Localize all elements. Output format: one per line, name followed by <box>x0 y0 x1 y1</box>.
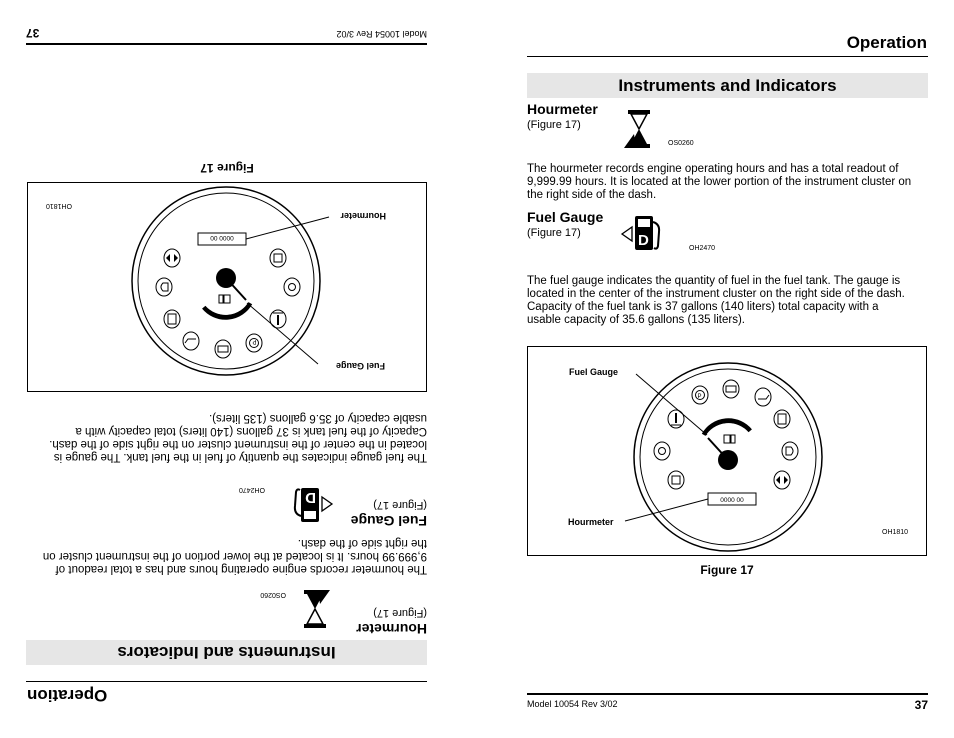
hourmeter-figure-ref: (Figure 17) <box>527 119 581 131</box>
hourmeter-readout: 0000 00 <box>210 234 234 241</box>
engine-icon <box>668 471 684 489</box>
figure-17-box <box>527 346 927 556</box>
hourmeter-callout: Hourmeter <box>568 517 614 527</box>
hourmeter-line: The hourmeter records engine operating hours and has a total readout of <box>527 163 899 175</box>
engine-icon <box>270 249 286 267</box>
hourmeter-line: the right side of the dash. <box>297 537 427 549</box>
fuel-gauge-icon <box>219 295 230 303</box>
footer-model: Model 10054 Rev 3/02 <box>527 699 618 709</box>
hourmeter-description <box>24 536 427 575</box>
fuel-gauge-line: Capacity of the fuel tank is 37 gallons (140 liters) total capacity with a <box>75 425 427 437</box>
hourmeter-readout: 0000 00 <box>720 497 744 504</box>
header-rule <box>26 681 427 682</box>
fuel-gauge-description <box>24 411 427 463</box>
needle-hub <box>216 268 236 288</box>
instrument-cluster-diagram <box>28 183 426 391</box>
band-title: Instruments and Indicators <box>527 73 928 98</box>
hourmeter-heading: Hourmeter <box>356 621 427 637</box>
fuel-gauge-line: located in the center of the instrument cluster on the right side of the dash. <box>49 438 427 450</box>
fuel-gauge-icon <box>724 435 735 443</box>
svg-text:P: P <box>697 394 702 400</box>
figure-caption: Figure 17 <box>700 563 754 577</box>
footer-rule <box>26 43 427 45</box>
svg-text:D: D <box>638 232 649 249</box>
oil-can-icon <box>183 332 199 350</box>
fuel-gauge-callout: Fuel Gauge <box>569 367 619 377</box>
page-number: 37 <box>914 698 928 712</box>
seat-belt-icon <box>774 410 790 428</box>
fuel-gauge-figure-ref: (Figure 17) <box>373 499 427 511</box>
hourmeter-figure-ref: (Figure 17) <box>373 607 427 619</box>
fuel-gauge-line: The fuel gauge indicates the quantity of fuel in the fuel tank. The gauge is <box>527 275 901 287</box>
section-title: Operation <box>846 33 927 52</box>
page-number: 37 <box>26 26 40 40</box>
fuel-gauge-line: usable capacity of 35.6 gallons (135 liters). <box>527 314 745 326</box>
fuel-gauge-line: The fuel gauge indicates the quantity of fuel in the fuel tank. The gauge is <box>53 451 427 463</box>
fuel-gauge-line: Capacity of the fuel tank is 37 gallons (140 liters) total capacity with a <box>527 301 879 313</box>
hourmeter-line: 9,999.99 hours. It is located at the lower portion of the instrument cluster on <box>42 550 427 562</box>
section-title: Operation <box>27 686 108 705</box>
band-title: Instruments and Indicators <box>26 640 427 665</box>
svg-text:D: D <box>305 489 316 506</box>
hourmeter-line: The hourmeter records engine operating hours and has a total readout of <box>55 563 427 575</box>
fuel-pump-icon <box>292 482 334 526</box>
figure-17-box <box>27 182 427 392</box>
figure-code: OH1810 <box>45 202 72 209</box>
hourglass-icon <box>292 588 330 630</box>
fuel-gauge-description <box>527 275 930 327</box>
fuel-gauge-heading: Fuel Gauge <box>527 209 604 225</box>
hourmeter-leader <box>246 217 329 239</box>
glow-plug-icon <box>654 442 670 460</box>
figure-caption: Figure 17 <box>200 161 254 175</box>
fuel-gauge-icon-code: OH2470 <box>238 486 265 493</box>
parking-brake-icon <box>246 334 262 352</box>
hourmeter-callout: Hourmeter <box>340 211 386 221</box>
fuel-gauge-heading: Fuel Gauge <box>350 513 427 529</box>
battery-icon <box>215 340 231 358</box>
oil-can-icon <box>755 388 771 406</box>
hourglass-icon <box>624 108 662 150</box>
hourmeter-description <box>527 163 930 202</box>
turn-signal-icon <box>774 471 790 489</box>
fuel-gauge-icon-code: OH2470 <box>689 245 716 252</box>
footer-model: Model 10054 Rev 3/02 <box>336 29 427 39</box>
hourmeter-leader <box>625 499 708 521</box>
instrument-cluster-diagram <box>528 347 926 555</box>
headlight-icon <box>782 442 798 460</box>
fuel-gauge-figure-ref: (Figure 17) <box>527 227 581 239</box>
fuel-pump-icon <box>620 212 662 256</box>
right-page <box>477 0 954 738</box>
hourmeter-line: 9,999.99 hours. It is located at the lower portion of the instrument cluster on <box>527 176 912 188</box>
header-rule <box>527 56 928 57</box>
battery-icon <box>723 380 739 398</box>
svg-text:P: P <box>252 338 257 344</box>
parking-brake-icon <box>692 386 708 404</box>
fuel-gauge-callout: Fuel Gauge <box>335 361 385 371</box>
figure-code: OH1810 <box>882 529 909 536</box>
footer-rule <box>527 693 928 695</box>
hourmeter-icon-code: OS0260 <box>668 140 694 147</box>
hourmeter-icon-code: OS0260 <box>260 591 286 598</box>
needle-hub <box>718 450 738 470</box>
seat-belt-icon <box>164 310 180 328</box>
hourmeter-heading: Hourmeter <box>527 101 598 117</box>
headlight-icon <box>156 278 172 296</box>
glow-plug-icon <box>284 278 300 296</box>
turn-signal-icon <box>164 249 180 267</box>
fuel-gauge-line: located in the center of the instrument cluster on the right side of the dash. <box>527 288 905 300</box>
hourmeter-line: the right side of the dash. <box>527 189 657 201</box>
fuel-gauge-line: usable capacity of 35.6 gallons (135 liters). <box>209 412 427 424</box>
